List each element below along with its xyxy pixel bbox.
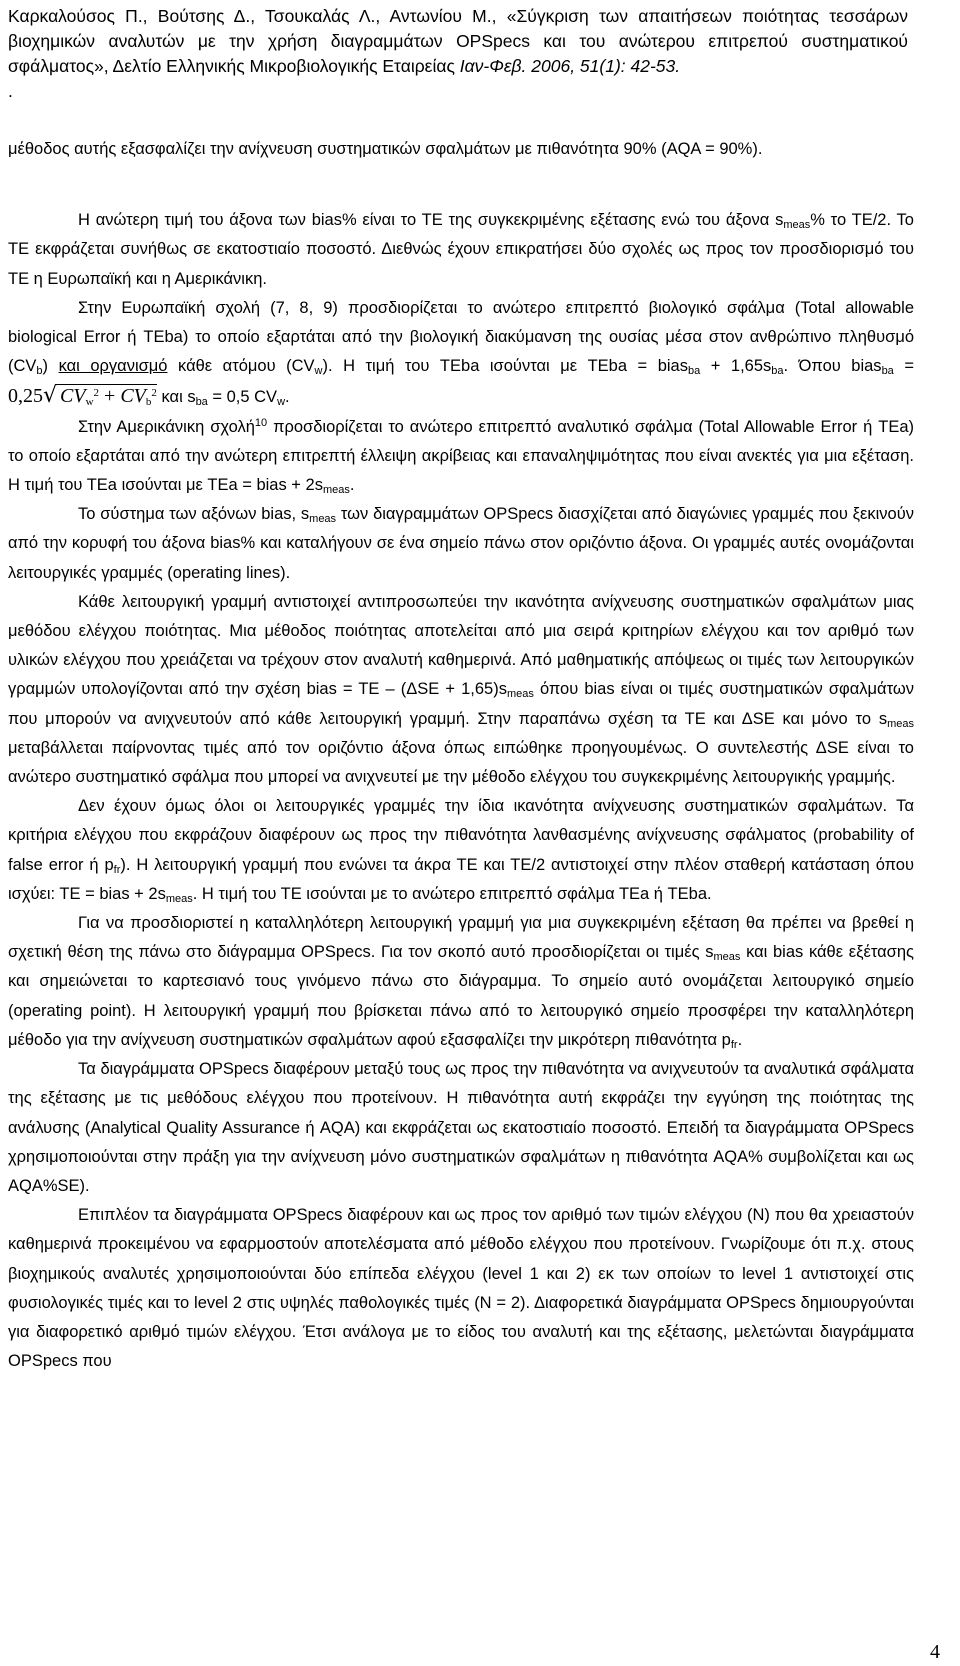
paragraph-9: Επιπλέον τα διαγράμματα OPSpecs διαφέρουν και ως προς τον αριθμό των τιμών ελέγχου (Ν) που θα χρειαστούν καθημερινά προκειμένου να εφαρμοστούν αποτελέσματα από μέθοδο ελέγχου που προτείνουν. Γνωρίζουμε ότι π.χ. στους βιοχημικούς αναλυτές χρησιμοποιούνται δύο επίπεδα ελέγχου (level 1 και 2) εκ των οποίων το level 1 αντιστοιχεί στις φυσιολογικές τιμές και το level 2 στις υψηλές παθολογικές τιμές (Ν = 2). Διαφορετικά διαγράμματα OPSpecs δημιουργούνται για διαφορετικό αριθμό τιμών ελέγχου. Έτσι ανάλογα με το είδος του αναλυτή και της εξέτασης, μελετώνται διαγράμματα OPSpecs που xyxy=(8,1206,914,1371)
body-text xyxy=(8,135,914,1376)
paragraph-3: Στην Αμερικάνικη σχολή$^{10}$ προσδιορίζεται το ανώτερο επιτρεπτό αναλυτικό σφάλμα (Total Allowable Error ή TEa) το οποίο εξαρτάται από την ανώτερη επιτρεπτή έλλειψη ακρίβειας και επαναληψιμότητας που είναι ανεκτές για μια εξέταση. Η τιμή του ΤΕa ισούνται με TEa = bias + $2s_{meas}$. xyxy=(8,416,914,497)
citation-text: Καρκαλούσος Π., Βούτσης Δ., Τσουκαλάς Λ., Αντωνίου Μ., «Σύγκριση των απαιτήσεων ποιότητας τεσσάρων βιοχημικών αναλυτών με την χρήση διαγραμμάτων OPSpecs και του ανώτερου επιτρεπού συστηματικού σφάλματος», Δελτίο Ελληνικής Μικροβιολογικής Εταιρείας xyxy=(8,6,908,76)
paragraph-5: Κάθε λειτουργική γραμμή αντιστοιχεί αντιπροσωπεύει την ικανότητα ανίχνευσης συστηματικών σφαλμάτων μιας μεθόδου ελέγχου ποιότητας. Μια μέθοδος ποιότητας αποτελείται από μια σειρά κριτηρίων ελέγχου και τον αριθμό των υλικών ελέγχου που χρειάζεται να τρέχουν στον αναλυτή καθημερινά. Από μαθηματικής απόψεως οι τιμές των λειτουργικών γραμμών υπολογίζονται από την σχέση bias = TE – $(\Delta SE + 1,65)s_{meas}$ όπου bias είναι οι τιμές συστηματικών σφαλμάτων που μπορούν να ανιχνευτούν από κάθε λειτουργική γραμμή. Στην παραπάνω σχέση τα ΤΕ και ΔSE και μόνο το $s_{meas}$ μεταβάλλεται παίρνοντας τιμές από τον οριζόντιο άξονα όπως ειπώθηκε προηγουμένως. Ο συντελεστής ΔSE είναι το ανώτερο συστηματικό σφάλμα που μπορεί να ανιχνευτεί με την μέθοδο ελέγχου του συγκεκριμένης λειτουργικής γραμμής. xyxy=(8,592,914,787)
paragraph-2: Στην Ευρωπαϊκή σχολή (7, 8, 9) προσδιορίζεται το ανώτερο επιτρεπτό βιολογικό σφάλμα (Total allowable biological Error ή TEba) το οποίο εξαρτάται από την βιολογική διακύμανση της ουσίας μέσα στον ανθρώπινο πληθυσμό $(CV_b)$ και οργανισμό κάθε ατόμου $(CV_w)$. Η τιμή του TEba ισούνται με TEba = bias$_{ba}$ + $1,65s_{ba}$. Όπου bias$_{ba}$ = 0,25√ $CV_w^2 + CV_b^2$ και $s_{ba} = 0,5$ $CV_w$. xyxy=(8,298,914,409)
page-number: 4 xyxy=(930,1641,940,1663)
paragraph-7: Για να προσδιοριστεί η καταλληλότερη λειτουργική γραμμή για μια συγκεκριμένη εξέταση θα πρέπει να βρεθεί η σχετική θέση της πάνω στο διάγραμμα OPSpecs. Για τον σκοπό αυτό προσδιορίζεται οι τιμές $s_{meas}$ και bias κάθε εξέτασης και σημειώνεται το καρτεσιανό τους γινόμενο πάνω στο διάγραμμα. Το σημείο αυτό ονομάζεται λειτουργικό σημείο (operating point). Η λειτουργική γραμμή που βρίσκεται πάνω από το λειτουργικό σημείο προσφέρει την καταλληλότερη μέθοδο για την ανίχνευση συστηματικών σφαλμάτων αφού εξασφαλίζει την μικρότερη πιθανότητα $p_{fr}$. xyxy=(8,914,914,1051)
citation-dot: . xyxy=(8,81,13,101)
paragraph-6: Δεν έχουν όμως όλοι οι λειτουργικές γραμμές την ίδια ικανότητα ανίχνευσης συστηματικών σφαλμάτων. Τα κριτήρια ελέγχου που εκφράζουν διαφέρουν ως προς την πιθανότητα λανθασμένης ανίχνευσης σφάλματος (probability of false error ή $p_{fr}$). Η λειτουργική γραμμή που ενώνει τα άκρα ΤΕ και ΤΕ/2 αντιστοιχεί στην πλέον σταθερή κατάσταση όπου ισχύει: ΤΕ = bias + $2s_{meas}$. Η τιμή του ΤΕ ισούνται με το ανώτερο επιτρεπτό σφάλμα ΤΕa ή TEba. xyxy=(8,797,915,905)
formula-bias-ba: 0,25√ $CV_w^2 + CV_b^2$ xyxy=(8,383,157,409)
paragraph-4: Το σύστημα των αξόνων bias, $s_{meas}$ των διαγραμμάτων OPSpecs διασχίζεται από διαγώνιες γραμμές που ξεκινούν από την κορυφή του άξονα bias% και καταλήγουν σε ένα σημείο πάνω στον οριζόντιο άξονα. Οι γραμμές αυτές ονομάζονται λειτουργικές γραμμές (operating lines). xyxy=(8,505,914,582)
paragraph-1: Η ανώτερη τιμή του άξονα των bias% είναι το ΤΕ της συγκεκριμένης εξέτασης ενώ του άξονα $s_{meas}\%$ το ΤΕ/2. Το ΤΕ εκφράζεται συνήθως σε εκατοστιαίο ποσοστό. Διεθνώς έχουν επικρατήσει δύο σχολές ως προς τον προσδιορισμό του ΤΕ η Ευρωπαϊκή και η Αμερικάνικη. xyxy=(8,211,914,288)
paragraph-0: μέθοδος αυτής εξασφαλίζει την ανίχνευση συστηματικών σφαλμάτων με πιθανότητα 90% (AQA = 90%). xyxy=(8,140,763,158)
citation-header xyxy=(8,4,908,104)
paragraph-8: Τα διαγράμματα OPSpecs διαφέρουν μεταξύ τους ως προς την πιθανότητα να ανιχνευτούν τα αναλυτικά σφάλματα της εξέτασης με τις μεθόδους ελέγχου που προτείνουν. Η πιθανότητα αυτή εκφράζει την εγγύηση της ποιότητας της ανάλυσης (Analytical Quality Assurance ή AQA) και εκφράζεται ως εκατοστιαίο ποσοστό. Επειδή τα διαγράμματα OPSpecs χρησιμοποιούνται στην πράξη για την ανίχνευση μόνο συστηματικών σφαλμάτων η πιθανότητα AQA% συμβολίζεται και ως AQA%SE). xyxy=(8,1060,914,1195)
citation-issue: Ιαν-Φεβ. 2006, 51(1): 42-53. xyxy=(459,56,681,76)
